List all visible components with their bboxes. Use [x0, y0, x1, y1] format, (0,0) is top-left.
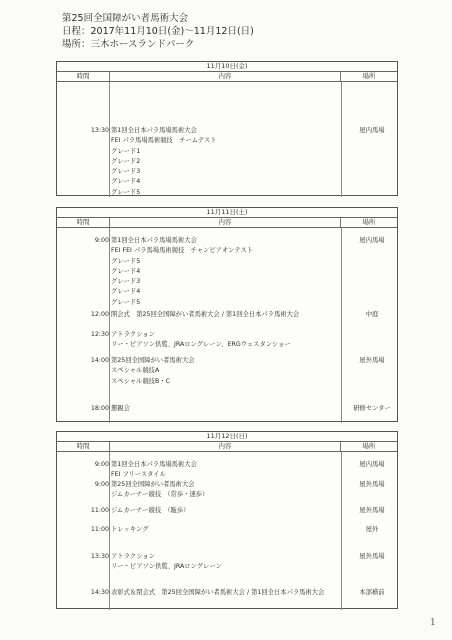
event-line: リー・ピアソン供覧、JRAロングレーン、ERGウェスタンショー: [111, 341, 291, 349]
event-line: FEI フリースタイル: [111, 471, 166, 479]
event-line: グレード5: [111, 257, 141, 265]
event-place: 屋外馬場: [359, 357, 385, 364]
column-header-time: 時間: [57, 218, 110, 227]
event-content: [111, 525, 339, 535]
event-place: 屋外馬場: [359, 481, 385, 488]
event-place: 屋内馬場: [359, 237, 385, 244]
event-time: 13:30: [90, 127, 109, 134]
event-place: 屋外馬場: [359, 553, 385, 560]
event-place: 屋外馬場: [359, 507, 385, 514]
event-line: ジムカーナー競技 （駈歩）: [111, 507, 190, 514]
event-content: [111, 236, 339, 308]
event-line: スペシャル競技B・C: [111, 377, 170, 385]
column-header-row: [57, 218, 397, 228]
column-header-place: 場所: [362, 72, 376, 80]
page-number: 1: [430, 618, 436, 628]
event-line: 第1回全日本パラ馬場馬術大会: [111, 127, 197, 134]
event-place: 中庭: [365, 311, 379, 318]
event-content: [111, 460, 339, 481]
event-line: 表彰式＆閉会式 第25回全国障がい者馬術大会 / 第1回全日本パラ馬術大会: [111, 589, 325, 596]
event-time: 12:30: [90, 331, 109, 338]
event-line: グレード4: [111, 288, 141, 296]
event-line: 懇親会: [111, 405, 130, 412]
event-line: ジムカーナー競技 （常歩・速歩）: [111, 491, 209, 499]
event-content: [111, 588, 339, 598]
event-line: グレード2: [111, 157, 141, 165]
event-content: [111, 126, 339, 198]
day-date: 11月11日(土): [57, 208, 397, 218]
column-header-row: [57, 72, 397, 82]
event-line: 第25回全国障がい者馬術大会: [111, 357, 195, 364]
schedule-dates: 日程：2017年11月10日(金)～11月12日(日): [62, 26, 254, 37]
event-time: 18:00: [90, 405, 109, 412]
column-header-content: 内容: [110, 72, 341, 81]
event-line: グレード5: [111, 298, 141, 306]
event-content: [111, 480, 339, 501]
event-place: 屋内馬場: [359, 127, 385, 134]
event-content: [111, 404, 339, 414]
event-time: 9:00: [94, 237, 109, 244]
event-place: 屋外: [365, 526, 379, 533]
event-line: 第1回全日本パラ馬場馬術大会: [111, 237, 197, 244]
event-place: 本部横前: [359, 589, 385, 596]
event-time: 14:00: [90, 357, 109, 364]
document-title: 第25回全国障がい者馬術大会: [62, 13, 189, 24]
event-time: 14:30: [90, 589, 109, 596]
schedule-table-day1: [56, 61, 398, 196]
schedule-table-day3: [56, 431, 398, 609]
event-line: グレード4: [111, 178, 141, 186]
day-date: 11月10日(金): [57, 62, 397, 72]
event-content: [111, 356, 339, 387]
event-line: 第1回全日本パラ馬場馬術大会: [111, 461, 197, 468]
event-content: [111, 330, 339, 351]
column-header-content: 内容: [110, 218, 341, 227]
event-line: トレッキング: [111, 526, 149, 533]
event-line: アトラクション: [111, 553, 155, 560]
event-line: グレード1: [111, 147, 141, 155]
event-line: グレード4: [111, 267, 141, 275]
schedule-table-day2: [56, 207, 398, 422]
event-time: 12:00: [90, 311, 109, 318]
event-time: 11:00: [90, 507, 109, 514]
event-line: FEI FEI パラ馬場馬術競技 チャンピアオンテスト: [111, 247, 254, 255]
event-time: 9:00: [94, 461, 109, 468]
column-header-place: 場所: [362, 442, 376, 450]
event-line: グレード3: [111, 168, 141, 176]
event-line: スペシャル競技A: [111, 367, 160, 375]
event-time: 13:30: [90, 553, 109, 560]
column-header-time: 時間: [57, 442, 110, 451]
event-line: 第25回全国障がい者馬術大会: [111, 481, 195, 488]
event-place: 研修センター: [353, 405, 391, 412]
event-line: グレード3: [111, 278, 141, 286]
day-date: 11月12日(日): [57, 432, 397, 442]
venue: 場所：三木ホースランドパーク: [62, 39, 195, 50]
event-content: [111, 310, 339, 320]
event-line: アトラクション: [111, 331, 155, 338]
event-time: 11:00: [90, 526, 109, 533]
column-header-time: 時間: [57, 72, 110, 81]
event-time: 9:00: [94, 481, 109, 488]
event-line: FEI パラ馬場馬術競技 チームテスト: [111, 137, 217, 145]
event-line: リー・ピアソン供覧、JRAロングレーン: [111, 563, 222, 571]
event-line: グレード5: [111, 188, 141, 196]
event-content: [111, 552, 339, 573]
event-content: [111, 506, 339, 516]
column-header-row: [57, 442, 397, 452]
event-place: 屋内馬場: [359, 461, 385, 468]
column-header-place: 場所: [362, 218, 376, 226]
event-line: 開会式 第25回全国障がい者馬術大会 / 第1回全日本パラ馬術大会: [111, 311, 300, 318]
column-header-content: 内容: [110, 442, 341, 451]
